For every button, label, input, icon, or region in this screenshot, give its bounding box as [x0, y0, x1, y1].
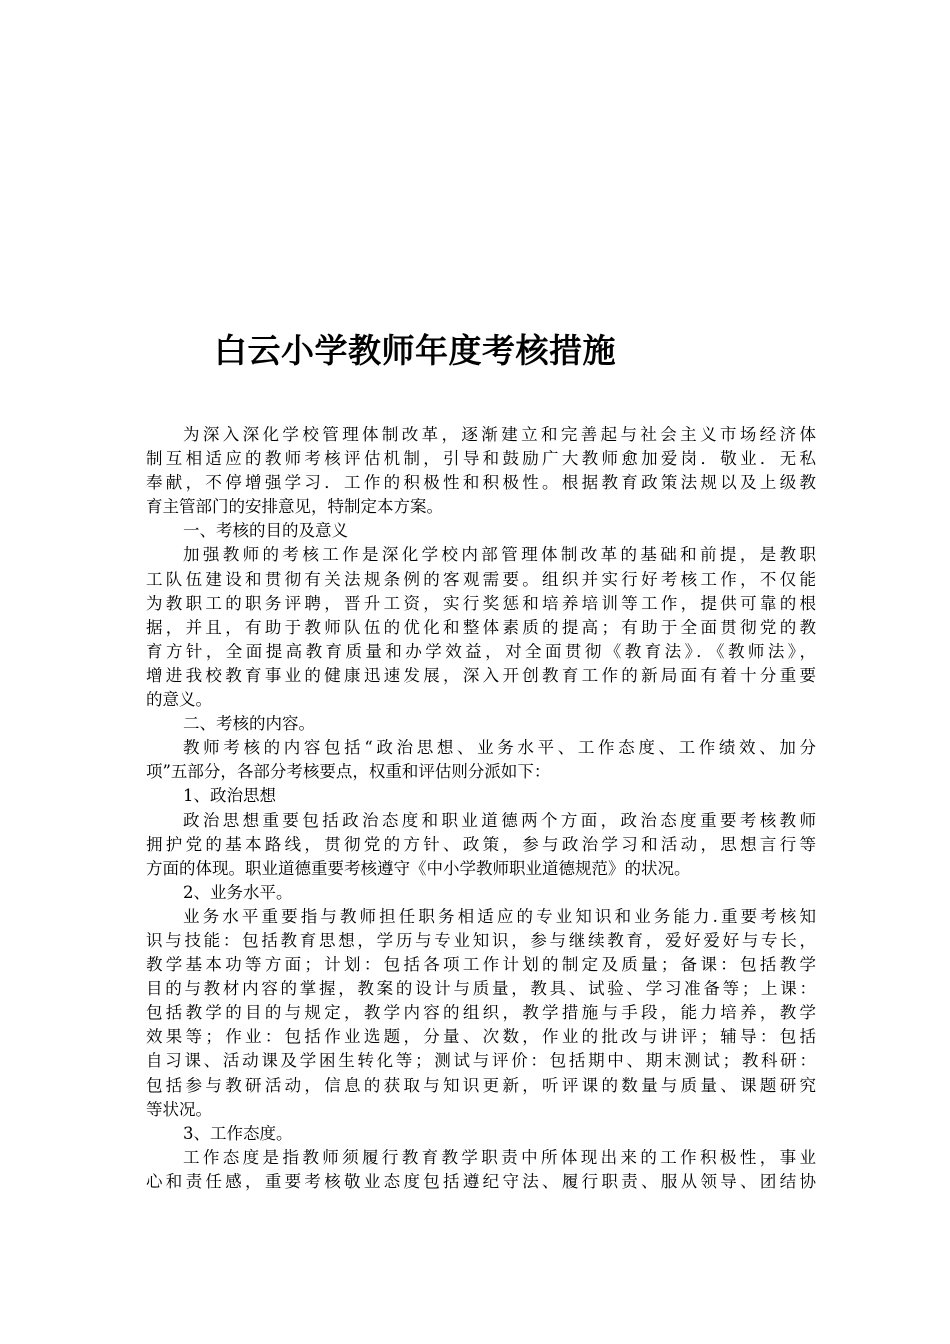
- body-line: 奉献，不停增强学习．工作的积极性和积极性。根据教育政策法规以及上级教: [146, 473, 816, 493]
- body-line: 增进我校教育事业的健康迅速发展，深入开创教育工作的新局面有着十分重要: [146, 665, 816, 685]
- body-line: 为教职工的职务评聘，晋升工资，实行奖惩和培养培训等工作，提供可靠的根: [146, 593, 816, 613]
- body-line: 等状况。: [146, 1099, 212, 1119]
- body-line: 加强教师的考核工作是深化学校内部管理体制改革的基础和前提，是教职: [183, 545, 816, 565]
- body-line: 工作态度是指教师须履行教育教学职责中所体现出来的工作积极性，事业: [183, 1147, 816, 1167]
- body-line: 育方针，全面提高教育质量和办学效益，对全面贯彻《教育法》．《教师法》，: [146, 641, 816, 661]
- body-line: 项”五部分，各部分考核要点，权重和评估则分派如下：: [146, 762, 551, 782]
- body-line: 制互相适应的教师考核评估机制，引导和鼓励广大教师愈加爱岗．敬业．无私: [146, 449, 816, 469]
- body-line: 拥护党的基本路线，贯彻党的方针、政策，参与政治学习和活动，思想言行等: [146, 834, 816, 854]
- body-line: 目的与教材内容的掌握，教案的设计与质量，教具、试验、学习准备等；上课：: [146, 979, 816, 999]
- body-line: 二、考核的内容。: [183, 714, 315, 734]
- body-line: 包括参与教研活动，信息的获取与知识更新，听评课的数量与质量、课题研究: [146, 1075, 816, 1095]
- body-line: 教学基本功等方面；计划：包括各项工作计划的制定及质量；备课：包括教学: [146, 955, 816, 975]
- body-line: 心和责任感，重要考核敬业态度包括遵纪守法、履行职责、服从领导、团结协: [146, 1171, 816, 1191]
- body-line: 为深入深化学校管理体制改革，逐渐建立和完善起与社会主义市场经济体: [183, 425, 816, 444]
- body-line: 自习课、活动课及学困生转化等；测试与评价：包括期中、期末测试；教科研：: [146, 1051, 816, 1071]
- body-line: 识与技能：包括教育思想，学历与专业知识，参与继续教育，爱好爱好与专长，: [146, 930, 816, 950]
- body-line: 育主管部门的安排意见，特制定本方案。: [146, 497, 443, 517]
- body-line: 据，并且，有助于教师队伍的优化和整体素质的提高；有助于全面贯彻党的教: [146, 617, 816, 637]
- document-body: [146, 423, 816, 1194]
- body-line: 业务水平重要指与教师担任职务相适应的专业知识和业务能力.重要考核知: [183, 906, 816, 926]
- body-line: 包括教学的目的与规定，教学内容的组织，教学措施与手段，能力培养，教学: [146, 1003, 816, 1023]
- body-line: 工队伍建设和贯彻有关法规条例的客观需要。组织并实行好考核工作，不仅能: [146, 569, 816, 589]
- body-line: 一、考核的目的及意义: [183, 521, 348, 541]
- body-line: 的意义。: [146, 690, 212, 710]
- body-line: 3、工作态度。: [183, 1123, 293, 1143]
- document-title: 白云小学教师年度考核措施: [214, 331, 616, 370]
- body-line: 政治思想重要包括政治态度和职业道德两个方面，政治态度重要考核教师: [183, 810, 816, 830]
- body-line: 1、政治思想: [183, 786, 276, 806]
- body-line: 方面的体现。职业道德重要考核遵守《中小学教师职业道德规范》的状况。: [146, 858, 691, 878]
- body-line: 效果等；作业：包括作业选题，分量、次数，作业的批改与讲评；辅导：包括: [146, 1027, 816, 1047]
- body-line: 2、业务水平。: [183, 882, 293, 902]
- body-line: 教师考核的内容包括“政治思想、业务水平、工作态度、工作绩效、加分: [183, 738, 816, 758]
